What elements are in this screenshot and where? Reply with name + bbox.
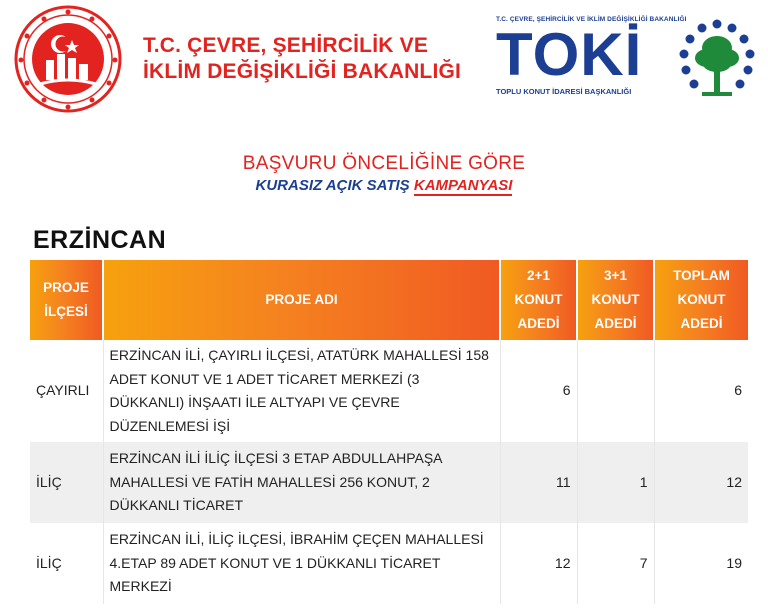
cell-2plus1: 6	[500, 340, 577, 442]
campaign-title	[0, 152, 768, 196]
cell-2plus1: 12	[500, 523, 577, 604]
header-toplam: TOPLAM KONUT ADEDİ	[654, 260, 748, 340]
cell-3plus1: 1	[577, 442, 654, 523]
cell-toplam: 6	[654, 340, 748, 442]
cell-2plus1: 11	[500, 442, 577, 523]
header-proje-ilcesi: PROJE İLÇESİ	[30, 260, 103, 340]
cell-toplam: 19	[654, 523, 748, 604]
cell-ilce: İLİÇ	[30, 523, 103, 604]
header-proje-adi: PROJE ADI	[103, 260, 500, 340]
page-header	[0, 0, 768, 120]
table-row	[30, 340, 748, 442]
toki-wordmark: TOKİ	[496, 21, 643, 88]
toki-logo	[496, 16, 687, 100]
table-row	[30, 442, 748, 523]
campaign-line2	[0, 176, 768, 196]
cell-proje-adi: ERZİNCAN İLİ, ÇAYIRLI İLÇESİ, ATATÜRK MAHALLESİ 158 ADET KONUT VE 1 ADET TİCARET MERKEZİ (3 DÜKKANLI) İNŞAATI İLE ALTYAPI VE ÇEVRE DÜZENLEMESİ İŞİ	[103, 340, 500, 442]
city-heading: ERZİNCAN	[33, 226, 167, 254]
tree-emblem-logo	[674, 18, 760, 102]
cell-3plus1	[577, 340, 654, 442]
cell-proje-adi: ERZİNCAN İLİ İLİÇ İLÇESİ 3 ETAP ABDULLAHPAŞA MAHALLESİ VE FATİH MAHALLESİ 256 KONUT, 2 DÜKKANLI TİCARET	[103, 442, 500, 523]
header-3plus1: 3+1 KONUT ADEDİ	[577, 260, 654, 340]
ministry-seal-logo	[8, 4, 128, 114]
cell-ilce: İLİÇ	[30, 442, 103, 523]
ministry-name	[143, 33, 461, 85]
campaign-line2-part1: KURASIZ AÇIK SATIŞ	[255, 177, 414, 194]
campaign-line1: BAŞVURU ÖNCELİĞİNE GÖRE	[242, 153, 526, 174]
cell-3plus1: 7	[577, 523, 654, 604]
toki-subtitle: TOPLU KONUT İDARESİ BAŞKANLIĞI	[496, 87, 632, 96]
header-2plus1: 2+1 KONUT ADEDİ	[500, 260, 577, 340]
project-table	[30, 260, 748, 604]
cell-ilce: ÇAYIRLI	[30, 340, 103, 442]
table-header-row	[30, 260, 748, 340]
toki-ministry-caption: T.C. ÇEVRE, ŞEHİRCİLİK VE İKLİM DEĞİŞİKLİĞİ BAKANLIĞI	[496, 16, 687, 23]
campaign-line2-part2: KAMPANYASI	[413, 177, 513, 194]
table-row	[30, 523, 748, 604]
ministry-name-line1: T.C. ÇEVRE, ŞEHİRCİLİK VE	[143, 34, 429, 57]
ministry-name-line2: İKLİM DEĞİŞİKLİĞİ BAKANLIĞI	[143, 60, 462, 83]
cell-toplam: 12	[654, 442, 748, 523]
cell-proje-adi: ERZİNCAN İLİ, İLİÇ İLÇESİ, İBRAHİM ÇEÇEN MAHALLESİ 4.ETAP 89 ADET KONUT VE 1 DÜKKANLI TİCARET MERKEZİ	[103, 523, 500, 604]
